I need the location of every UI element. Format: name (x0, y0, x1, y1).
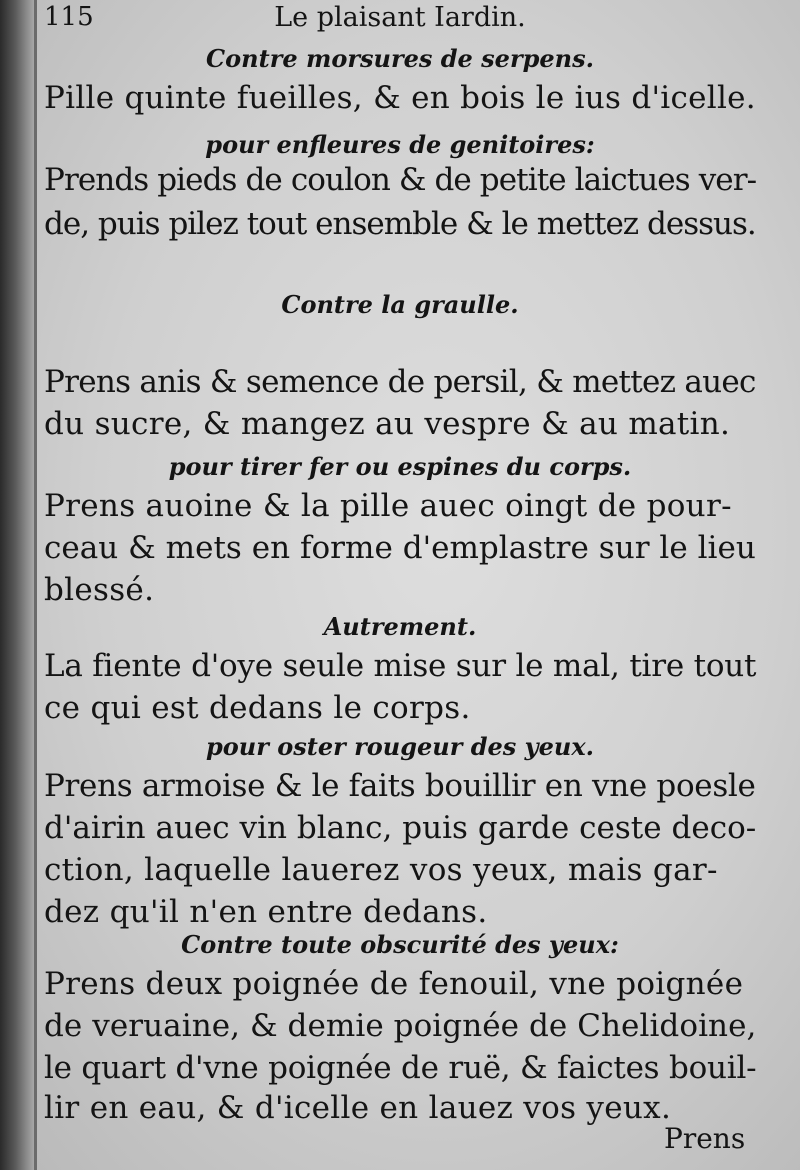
text-line: Pille quinte fueilles, & en bois le ius d'icelle. (44, 80, 756, 116)
section-heading: pour oster rougeur des yeux. (206, 732, 594, 761)
text-line: ction, laquelle lauerez vos yeux, mais gar- (44, 852, 718, 888)
text-line: ce qui est dedans le corps. (44, 690, 471, 726)
text-line: lir en eau, & d'icelle en lauez vos yeux. (44, 1090, 672, 1126)
text-line: le quart d'vne poignée de ruë, & faictes bouil- (44, 1050, 757, 1086)
text-line: La fiente d'oye seule mise sur le mal, tire tout (44, 648, 757, 684)
text-line: Prends pieds de coulon & de petite laictues ver- (44, 162, 757, 198)
page-number: 115 (44, 2, 94, 32)
catchword: Prens (664, 1122, 746, 1155)
section-heading: Autrement. (323, 612, 477, 641)
text-line: Prens auoine & la pille auec oingt de pour- (44, 488, 732, 524)
section-heading: Contre toute obscurité des yeux: (181, 930, 619, 959)
text-line: Prens deux poignée de fenouil, vne poignée (44, 966, 744, 1002)
section-heading: Contre morsures de serpens. (206, 44, 594, 73)
text-line: de, puis pilez tout ensemble & le mettez dessus. (44, 206, 756, 242)
text-line: du sucre, & mangez au vespre & au matin. (44, 406, 731, 442)
section-heading: Contre la graulle. (281, 290, 519, 319)
text-line: ceau & mets en forme d'emplastre sur le lieu (44, 530, 756, 566)
text-line: Prens armoise & le faits bouillir en vne poesle (44, 768, 756, 804)
book-spine-shadow (0, 0, 34, 1170)
section-heading: pour tirer fer ou espines du corps. (168, 452, 632, 481)
text-line: dez qu'il n'en entre dedans. (44, 894, 488, 930)
running-head (44, 2, 756, 38)
section-heading: pour enfleures de genitoires: (205, 130, 595, 159)
running-title: Le plaisant Iardin. (274, 2, 526, 33)
text-line: Prens anis & semence de persil, & mettez auec (44, 364, 756, 400)
text-line: blessé. (44, 572, 155, 608)
text-line: d'airin auec vin blanc, puis garde ceste deco- (44, 810, 757, 846)
page-edge (34, 0, 37, 1170)
text-line: de veruaine, & demie poignée de Chelidoine, (44, 1008, 757, 1044)
